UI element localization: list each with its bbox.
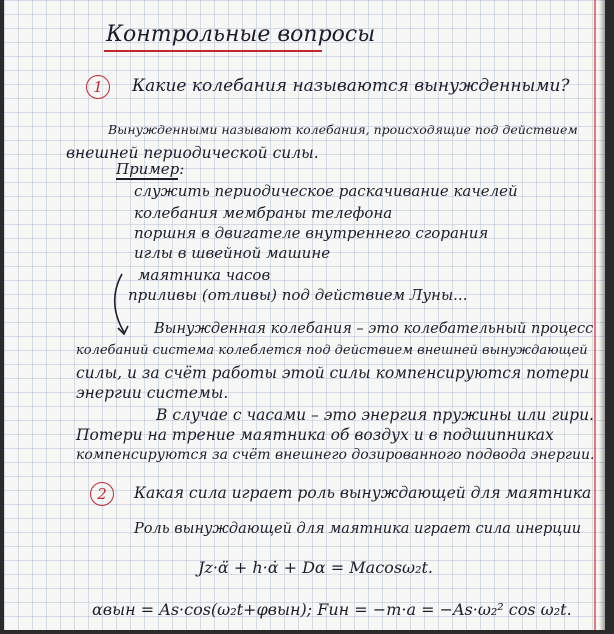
formula-forced-angle-and-force: αвын = As·cos(ω₂t+φвын); Fин = −m·a = −As·ω₂² cos ω₂t. [92,600,572,619]
example-item: иглы в швейной машине [134,244,331,262]
answer-2-text: Роль вынуждающей для маятника играет сила инерции [134,521,582,537]
answer-1-line-2: внешней периодической силы. [66,144,319,162]
question-2-text: Какая сила играет роль вынуждающей для маятника [134,484,592,502]
margin-line [594,0,596,630]
example-item: приливы (отливы) под действием Луны... [128,286,468,304]
paragraph-1-line-3: силы, и за счёт работы этой силы компенсируются потери [76,364,590,382]
example-label: Пример: [116,160,185,178]
example-item: служить периодическое раскачивание качелей [134,182,518,200]
title-underline [104,50,322,52]
paragraph-2-line-1: В случае с часами – это энергия пружины или гири. [156,406,594,424]
notebook-page [4,0,605,630]
question-1-text: Какие колебания называются вынужденными? [132,76,570,96]
question-1-number: 1 [86,75,110,99]
example-item: маятника часов [138,266,271,284]
paragraph-2-line-3: компенсируются за счёт внешнего дозированного подвода энергии. [76,447,595,463]
paragraph-2-line-2: Потери на трение маятника об воздух и в подшипниках [76,426,554,444]
page-title: Контрольные вопросы [106,22,376,47]
paragraph-1-line-4: энергии системы. [76,384,229,402]
example-item: колебания мембраны телефона [134,204,393,222]
answer-1-line-1: Вынужденными называют колебания, происходящие под действием [108,122,578,137]
example-item: поршня в двигателе внутреннего сгорания [134,224,489,242]
paragraph-1-line-2: колебаний система колеблется под действием внешней вынуждающей [76,343,588,358]
question-2-number: 2 [90,482,114,506]
page-edge-shadow [599,0,605,630]
example-label-underline [116,178,178,180]
formula-equation-of-motion: Jz·α̈ + h·α̇ + Dα = Macosω₂t. [198,558,433,577]
paragraph-1-line-1: Вынужденная колебания – это колебательный процесс [154,321,594,337]
curved-arrow-icon [110,272,150,342]
